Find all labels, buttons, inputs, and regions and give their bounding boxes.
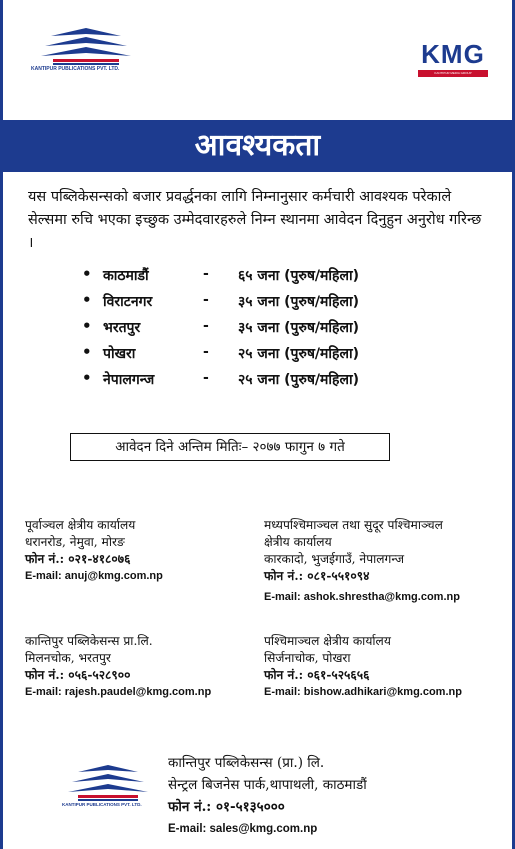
location-row	[82, 315, 442, 341]
pagoda-icon	[31, 26, 141, 66]
location-city: नेपालगन्ज	[103, 372, 155, 388]
office-name-line2: क्षेत्रीय कार्यालय	[264, 535, 332, 549]
kmg-logo	[416, 40, 490, 80]
footer-logo-name: KANTIPUR PUBLICATIONS PVT. LTD.	[62, 802, 142, 807]
location-city: भरतपुर	[103, 320, 141, 336]
footer-contact	[168, 752, 367, 840]
office-email[interactable]: E-mail: anuj@kmg.com.np	[25, 570, 163, 582]
kmg-tagline: KANTIPUR MEDIA GROUP	[418, 70, 488, 77]
office-email[interactable]: E-mail: bishow.adhikari@kmg.com.np	[264, 686, 462, 698]
bullet-icon: •	[82, 291, 92, 309]
pagoda-icon	[60, 762, 156, 802]
header	[3, 0, 512, 118]
office-name: मध्यपश्चिमाञ्चल तथा सुदूर पश्चिमाञ्चल	[264, 518, 443, 532]
location-dash: -	[203, 344, 209, 360]
office-email[interactable]: E-mail: ashok.shrestha@kmg.com.np	[264, 591, 460, 603]
location-row	[82, 263, 442, 289]
location-row	[82, 289, 442, 315]
location-dash: -	[203, 266, 209, 282]
location-row	[82, 367, 442, 393]
location-row	[82, 341, 442, 367]
activate-windows-watermark	[2, 600, 62, 849]
office-address: मिलनचोक, भरतपुर	[25, 651, 111, 665]
location-dash: -	[203, 292, 209, 308]
office-phone: फोन नं.: ०२१-४१८०७६	[25, 552, 131, 566]
location-count: ३५ जना (पुरुष/महिला)	[238, 320, 359, 336]
footer-email[interactable]: E-mail: sales@kmg.com.np	[168, 823, 318, 835]
location-count: २५ जना (पुरुष/महिला)	[238, 346, 359, 362]
office-email[interactable]: E-mail: rajesh.paudel@kmg.com.np	[25, 686, 212, 698]
office-name: कान्तिपुर पब्लिकेसन्स प्रा.लि.	[25, 634, 153, 648]
office-name: पश्चिमाञ्चल क्षेत्रीय कार्यालय	[264, 634, 391, 648]
footer-phone: फोन नं.: ०१-५१३५०००	[168, 799, 285, 815]
office-west	[264, 633, 504, 701]
location-dash: -	[203, 370, 209, 386]
logo-company-name: KANTIPUR PUBLICATIONS PVT. LTD.	[31, 66, 120, 72]
bullet-icon: •	[82, 317, 92, 335]
location-city: पोखरा	[103, 346, 136, 362]
bullet-icon: •	[82, 265, 92, 283]
bullet-icon: •	[82, 343, 92, 361]
office-midwest	[264, 517, 504, 606]
office-address: धरानरोड, नेमुवा, मोरङ	[25, 535, 125, 549]
kmg-logo-text: KMG	[421, 39, 485, 69]
office-address: कारकादो, भुजईगाउँ, नेपालगन्ज	[264, 552, 405, 566]
kantipur-publications-logo	[31, 26, 141, 76]
bullet-icon: •	[82, 369, 92, 387]
page-title: आवश्यकता	[3, 120, 512, 172]
location-count: ३५ जना (पुरुष/महिला)	[238, 294, 359, 310]
location-count: २५ जना (पुरुष/महिला)	[238, 372, 359, 388]
location-city: विराटनगर	[103, 294, 153, 310]
location-dash: -	[203, 318, 209, 334]
office-phone: फोन नं.: ०८१-५५१०९४	[264, 569, 370, 583]
application-deadline: आवेदन दिने अन्तिम मितिः– २०७७ फागुन ७ गते	[70, 433, 390, 461]
location-count: ६५ जना (पुरुष/महिला)	[238, 268, 359, 284]
office-address: सिर्जनाचोक, पोखरा	[264, 651, 351, 665]
location-list	[82, 263, 442, 393]
intro-paragraph: यस पब्लिकेसन्सको बजार प्रवर्द्धनका लागि निम्नानुसार कर्मचारी आवश्यक परेकाले सेल्समा रुचि भएका इच्छुक उम्मेदवारहरुले निम्न स्थानमा आवेदन दिनुहुन अनुरोध गरिन्छ ।	[28, 189, 482, 251]
office-phone: फोन नं.: ०६१-५२५६५६	[264, 668, 370, 682]
footer-logo	[60, 762, 156, 810]
location-city: काठमाडौं	[103, 268, 149, 284]
footer-company: कान्तिपुर पब्लिकेसन्स (प्रा.) लि.	[168, 755, 325, 771]
office-name: पूर्वाञ्चल क्षेत्रीय कार्यालय	[25, 518, 136, 532]
office-east	[25, 517, 245, 585]
office-phone: फोन नं.: ०५६-५२८९००	[25, 668, 131, 682]
footer-address: सेन्ट्रल बिजनेस पार्क,थापाथली, काठमाडौं	[168, 777, 367, 793]
